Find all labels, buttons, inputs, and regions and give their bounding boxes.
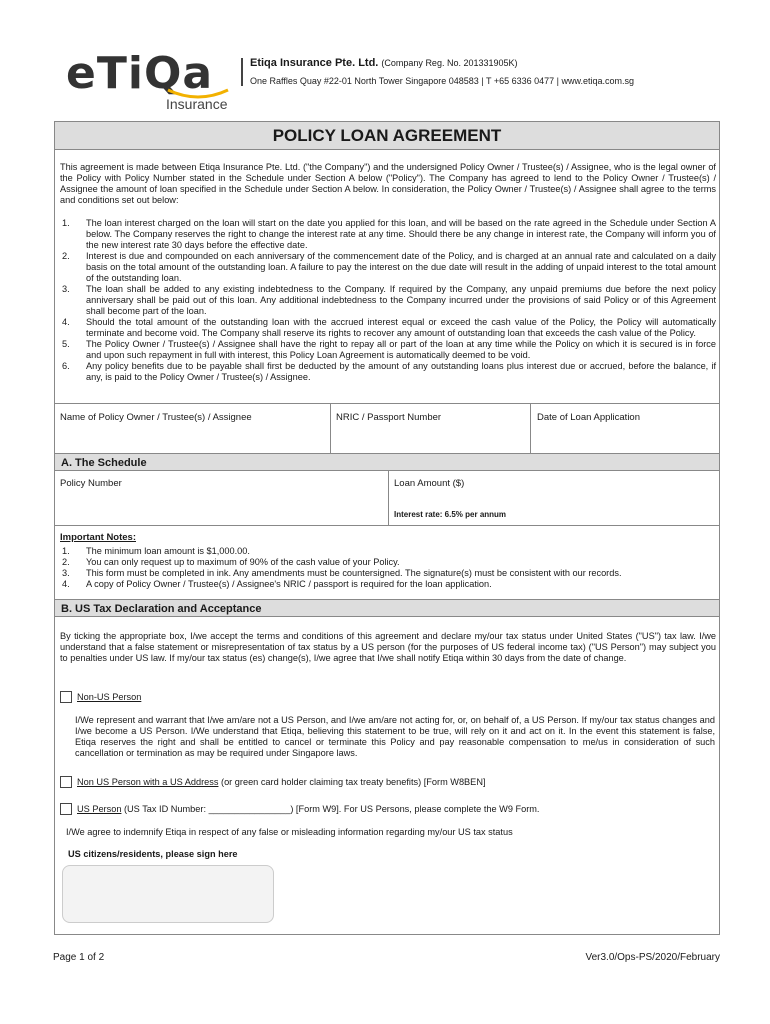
divider xyxy=(388,471,389,525)
section-a-header: A. The Schedule xyxy=(55,453,719,471)
header-divider xyxy=(241,58,243,86)
us-signature-box[interactable] xyxy=(62,865,274,923)
term-item: 3. The loan shall be added to any existing indebtedness to the Company. If required by the Company, any unpaid premiums due before the next policy anniversary shall be paid out of this loan. Any additional indebtedness to the Company incurred under the provisions of said Policy or of this Agreement shall become part of the loan. xyxy=(62,284,716,316)
divider xyxy=(530,403,531,453)
company-name: Etiqa Insurance Pte. Ltd. xyxy=(250,57,379,69)
loan-agreement-form xyxy=(54,121,720,935)
intro-paragraph: This agreement is made between Etiqa Insurance Pte. Ltd. ("the Company") and the undersigned Policy Owner / Trustee(s) / Assignee, who is the legal owner of the Policy with Policy Number stated in the Schedule under Section A below ("Policy"). The Company has agreed to lend to the Policy Owner / Trustee(s) / Assignee the amount of loan specified in the Schedule under Section A below. In consideration, the Policy Owner / Trustee(s) / Assignee shall agree to the terms and conditions set out below: xyxy=(60,162,716,205)
non-us-person-checkbox[interactable] xyxy=(60,691,72,703)
term-item: 6. Any policy benefits due to be payable shall first be deducted by the amount of any outstanding loans plus interest due or accrued, before the balance, if any, is paid to the Policy Owner / Trustee(s) / Assignee. xyxy=(62,361,716,382)
etiqa-logo xyxy=(66,48,236,114)
terms-list xyxy=(60,218,716,383)
non-us-person-label: Non-US Person xyxy=(77,692,142,702)
us-person-checkbox[interactable] xyxy=(60,803,72,815)
section-b-header: B. US Tax Declaration and Acceptance xyxy=(55,599,719,617)
note-item: 2. You can only request up to maximum of 90% of the cash value of your Policy. xyxy=(62,557,400,567)
company-address: One Raffles Quay #22-01 North Tower Singapore 048583 | T +65 6336 0477 | www.etiqa.com.sg xyxy=(250,76,635,86)
form-version: Ver3.0/Ops-PS/2020/February xyxy=(585,952,720,963)
note-item: 1. The minimum loan amount is $1,000.00. xyxy=(62,546,250,556)
logo-subtitle: Insurance xyxy=(166,96,228,112)
important-notes-title: Important Notes: xyxy=(60,532,136,543)
divider xyxy=(55,525,719,526)
divider xyxy=(330,403,331,453)
divider xyxy=(55,403,719,404)
company-line xyxy=(250,57,518,69)
us-person-option: US Person (US Tax ID Number: ________________) [Form W9]. For US Persons, please complete the W9 Form. xyxy=(77,804,540,814)
indemnity-statement: I/We agree to indemnify Etiqa in respect of any false or misleading information regarding my/our US tax status xyxy=(66,827,513,837)
loan-amount-field[interactable]: Loan Amount ($) xyxy=(394,478,465,489)
term-item: 5. The Policy Owner / Trustee(s) / Assignee shall have the right to repay all or part of the loan at any time while the Policy on which it is secured is in force and upon such repayment in full with interest, this Policy Loan Agreement is automatically deemed to be void. xyxy=(62,339,716,360)
us-sign-label: US citizens/residents, please sign here xyxy=(68,849,238,859)
note-item: 3. This form must be completed in ink. Any amendments must be countersigned. The signature(s) must be consistent with our records. xyxy=(62,568,622,578)
form-title: POLICY LOAN AGREEMENT xyxy=(55,122,719,150)
term-item: 2. Interest is due and compounded on each anniversary of the commencement date of the Policy, and is charged at an annual rate and calculated on a daily basis on the total amount of the outstanding loan. A failure to pay the interest on the due date will result in the adding of unpaid interest to the total amount of the outstanding loan. xyxy=(62,251,716,283)
important-notes-list xyxy=(60,546,716,590)
note-item: 4. A copy of Policy Owner / Trustee(s) / Assignee's NRIC / passport is required for the loan application. xyxy=(62,579,492,589)
term-item: 1. The loan interest charged on the loan will start on the date you applied for this loan, and will be based on the rate agreed in the Schedule under Section A below. The Company reserves the right to change the interest rate at any time. Should there be any change in interest rate, the Company will inform you of the new interest rate 30 days before the effective date. xyxy=(62,218,716,250)
non-us-address-checkbox[interactable] xyxy=(60,776,72,788)
logo-wordmark: eTiQa xyxy=(66,48,214,99)
non-us-person-statement: I/We represent and warrant that I/we am/are not a US Person, and I/we am/are not acting for, or, on behalf of, a US Person. If my/our tax status changes and I/we become a US Person. I/We understand that Etiqa, believing this statement to be true, will rely on it and act on it. In the event this statement is false, Etiqa reserves the right and shall be entitled to cancel or terminate this Policy and pay reasonable compensation to me/us in consideration of such cancellation or termination as may be required under Singapore laws. xyxy=(75,715,715,758)
nric-field[interactable]: NRIC / Passport Number xyxy=(336,412,442,423)
page-number: Page 1 of 2 xyxy=(53,952,105,963)
application-date-field[interactable]: Date of Loan Application xyxy=(537,412,640,423)
company-reg: (Company Reg. No. 201331905K) xyxy=(381,58,518,68)
policy-number-field[interactable]: Policy Number xyxy=(60,478,122,489)
tax-declaration-intro: By ticking the appropriate box, I/we accept the terms and conditions of this agreement and declare my/our tax status under United States ("US") tax law. I/we understand that a false statement or misrepresentation of tax status by a US person (for the purposes of US federal income tax) ("US Person") may subject you to penalties under US law. If my/our tax status (es) change(s), I/we agree that I/we shall notify Etiqa within 30 days from the date of change. xyxy=(60,631,716,663)
non-us-address-option: Non US Person with a US Address (or green card holder claiming tax treaty benefits) [Form W8BEN] xyxy=(77,777,486,787)
term-item: 4. Should the total amount of the outstanding loan with the accrued interest equal or exceed the cash value of the Policy, the Policy will automatically terminate and become void. The Company shall reserve its rights to recover any amount of outstanding loan that exceeds the cash value of the Policy. xyxy=(62,317,716,338)
owner-name-field[interactable]: Name of Policy Owner / Trustee(s) / Assignee xyxy=(60,412,252,423)
interest-rate: Interest rate: 6.5% per annum xyxy=(394,510,507,519)
